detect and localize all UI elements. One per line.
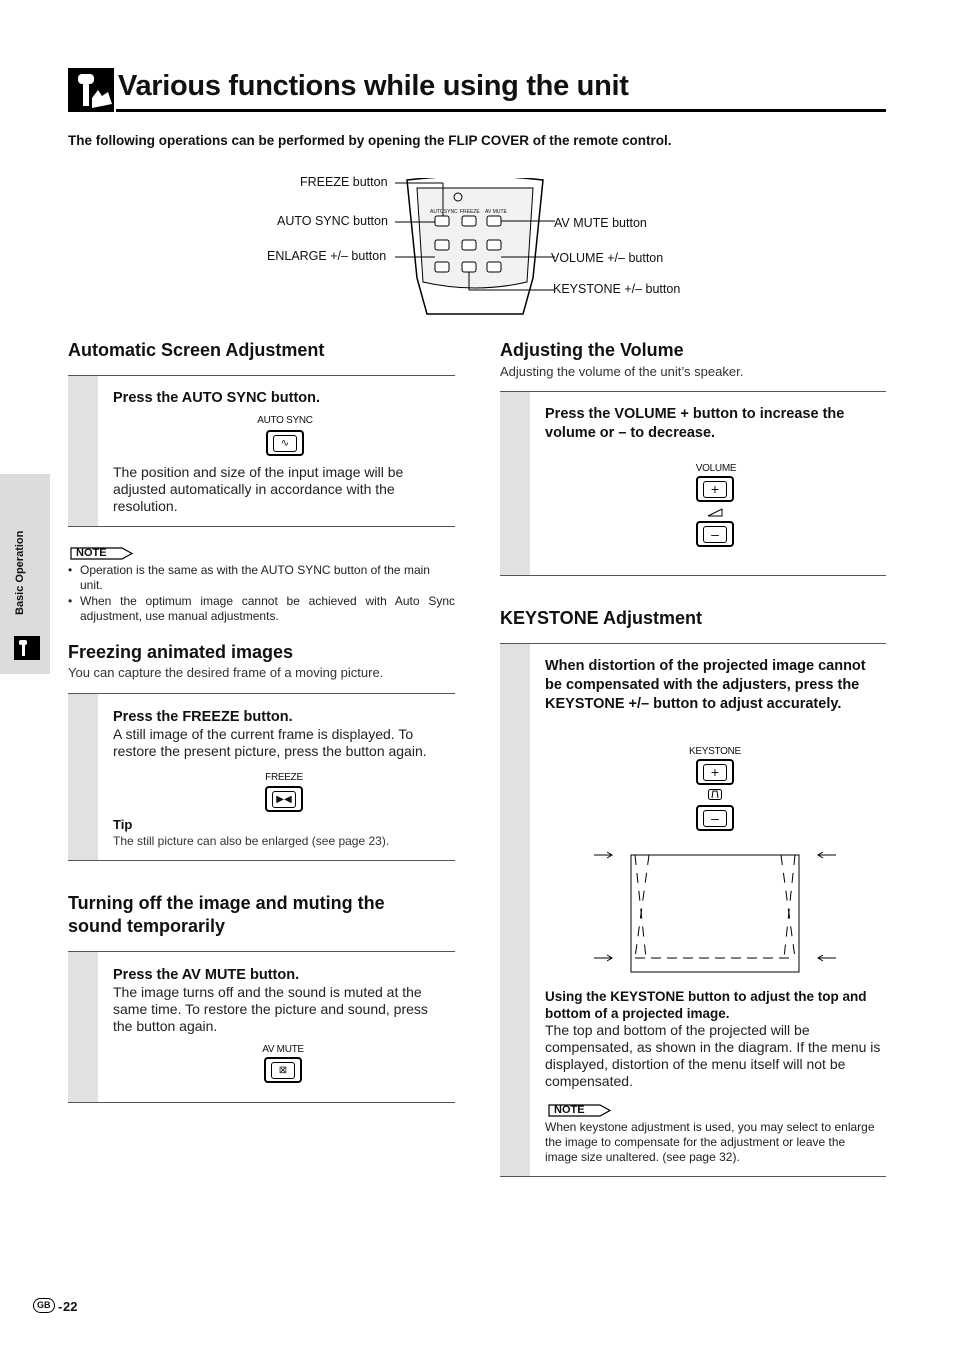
keystone-note-text: When keystone adjustment is used, you may select to enlarge the image to compensate for the adjustment or leave the image size unaltered. (see page 32). [545, 1120, 875, 1164]
keystone-heading: KEYSTONE Adjustment [500, 608, 703, 628]
step-bar [68, 376, 98, 526]
tip-text: The still picture can also be enlarged (see page 23). [113, 834, 390, 848]
volume-subtitle: Adjusting the volume of the unit’s speaker. [500, 364, 744, 379]
keystone-minus-button[interactable] [696, 805, 734, 831]
volume-plus-glyph: + [703, 481, 727, 498]
keystone-minus-glyph: – [703, 810, 727, 827]
keystone-plus-glyph: + [703, 764, 727, 781]
mini-label-autosync: AUTOSYNC [430, 209, 458, 215]
divider [68, 693, 455, 694]
side-tab-label: Basic Operation [14, 530, 26, 615]
note-item-text: When the optimum image cannot be achieved with Auto Sync adjustment, use manual adjustments. [80, 594, 455, 623]
auto-sync-button[interactable] [266, 430, 304, 456]
av-mute-heading: Turning off the image and muting the [68, 893, 385, 913]
speaker-volume-icon [707, 508, 723, 517]
tip-label: Tip [113, 817, 133, 832]
freeze-step: Press the FREEZE button. [113, 709, 293, 725]
volume-caption: VOLUME [695, 463, 737, 474]
auto-sync-caption: AUTO SYNC [257, 415, 313, 426]
av-mute-icon: ⊠ [271, 1062, 295, 1079]
keystone-caption: KEYSTONE [689, 746, 741, 757]
keystone-icon [708, 789, 722, 800]
av-mute-button[interactable] [264, 1057, 302, 1083]
av-mute-step: Press the AV MUTE button. [113, 967, 300, 983]
keystone-diagram [590, 848, 840, 976]
freeze-description: A still image of the current frame is displayed. To restore the present picture, press the button again. [113, 726, 427, 759]
av-mute-heading-line2: sound temporarily [68, 916, 226, 936]
step-bar [68, 952, 98, 1102]
freezing-heading: Freezing animated images [68, 642, 294, 662]
divider [68, 860, 455, 861]
keystone-plus-button[interactable] [696, 759, 734, 785]
freezing-subtitle: You can capture the desired frame of a moving picture. [68, 665, 384, 680]
keystone-caption-bold: Using the KEYSTONE button to adjust the top and bottom of a projected image. [545, 989, 867, 1021]
step-bar [500, 644, 530, 1176]
auto-screen-heading: Automatic Screen Adjustment [68, 340, 325, 360]
note-label: NOTE [554, 1104, 585, 1116]
step-bar [68, 694, 98, 860]
freeze-button-label: FREEZE button [300, 175, 388, 189]
divider [68, 526, 455, 527]
mini-label-avmute: AV MUTE [485, 209, 507, 215]
volume-button-label: VOLUME +/– button [551, 251, 664, 265]
divider [68, 951, 455, 952]
remote-hand-small-icon [14, 636, 40, 660]
intro-text: The following operations can be performed by opening the FLIP COVER of the remote control. [68, 133, 672, 148]
auto-sync-button-label: AUTO SYNC button [277, 214, 388, 228]
step-bar [500, 392, 530, 575]
remote-control-diagram [395, 178, 555, 318]
volume-heading: Adjusting the Volume [500, 340, 684, 360]
volume-minus-glyph: – [703, 526, 727, 543]
note-item: • [68, 594, 73, 608]
divider [500, 1176, 886, 1177]
note-item-text: Operation is the same as with the AUTO SYNC button of the main unit. [80, 563, 430, 592]
av-mute-button-label: AV MUTE button [554, 216, 647, 230]
enlarge-button-label: ENLARGE +/– button [267, 249, 387, 263]
av-mute-caption: AV MUTE [262, 1044, 304, 1055]
divider [68, 1102, 455, 1103]
divider [500, 575, 886, 576]
auto-sync-step: Press the AUTO SYNC button. [113, 390, 321, 406]
auto-sync-description: The position and size of the input image will be adjusted automatically in accordance with the resolution. [113, 464, 404, 514]
remote-hand-icon [68, 68, 114, 112]
auto-sync-icon: ∿ [273, 435, 297, 452]
freeze-button[interactable] [265, 786, 303, 812]
region-badge: GB [37, 1300, 51, 1310]
keystone-button-label: KEYSTONE +/– button [553, 282, 681, 296]
keystone-description: The top and bottom of the projected will be compensated, as shown in the diagram. If the menu is displayed, distortion of the menu itself will not be compensated. [545, 1022, 881, 1089]
keystone-step: When distortion of the projected image cannot be compensated with the adjusters, press the KEYSTONE +/– button to adjust accurately. [545, 658, 866, 712]
page-number: 22 [63, 1299, 78, 1314]
note-item: • [68, 563, 73, 577]
mini-label-freeze: FREEZE [460, 209, 480, 215]
title-rule [116, 109, 886, 112]
volume-step: Press the VOLUME + button to increase the volume or – to decrease. [545, 406, 845, 441]
freeze-caption: FREEZE [265, 772, 303, 783]
divider [500, 643, 886, 644]
page-title: Various functions while using the unit [118, 70, 629, 102]
av-mute-description: The image turns off and the sound is muted at the same time. To restore the picture and sound, press the button again. [113, 984, 428, 1034]
note-label: NOTE [76, 547, 107, 559]
page-number-dash: - [58, 1299, 63, 1314]
volume-minus-button[interactable] [696, 521, 734, 547]
divider [500, 391, 886, 392]
divider [68, 375, 455, 376]
freeze-icon: ▶◀ [272, 791, 296, 808]
volume-plus-button[interactable] [696, 476, 734, 502]
